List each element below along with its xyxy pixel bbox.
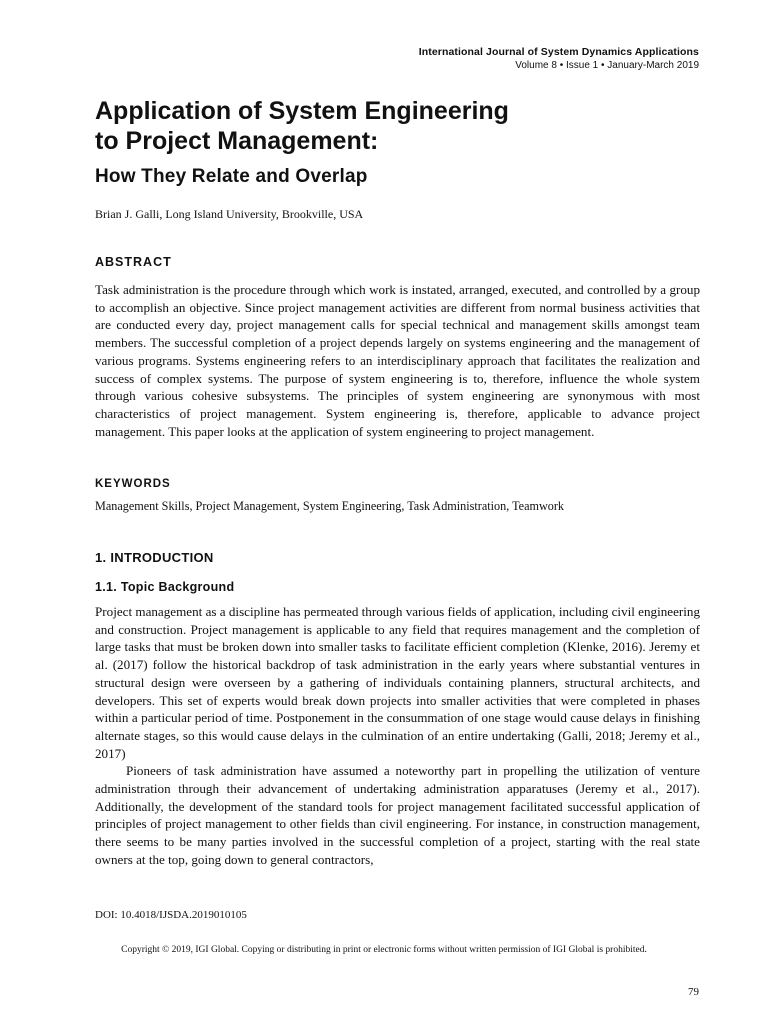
introduction-paragraph-1: Project management as a discipline has permeated through various fields of application, including civil engineering and construction. Project management is applicable to any field that requires management and the completion of large tasks that must be broken down into smaller tasks to facilitate efficient completion (Klenke, 2016). Jeremy et al. (2017) follow the historical backdrop of task administration in the early years where substantial ventures in structural design were overseen by a gathering of individuals containing planners, structural architects, and developers. This set of experts would break down projects into smaller activities that were completed in phases within a particular period of time. Postponement in the consummation of one stage would cause delays in finishing alternate stages, so this would cause delays in the culmination of an entire undertaking (Galli, 2018; Jeremy et al., 2017) — [95, 604, 700, 761]
introduction-paragraph-2: Pioneers of task administration have assumed a noteworthy part in propelling the utilization of venture administration through their advancement of undertaking administration apparatuses (Jeremy et al., 2017). Additionally, the development of the standard tools for project management facilitated successful application of principles of project management to other fields than civil engineering. For instance, in construction management, there seems to be many parties involved in the successful completion of a project, starting with the real state owners at the top, going down to general contractors, — [95, 763, 700, 867]
paper-title — [95, 96, 695, 156]
journal-name: International Journal of System Dynamics Applications — [418, 46, 699, 58]
abstract-heading: ABSTRACT — [95, 255, 172, 269]
page-number: 79 — [688, 986, 699, 998]
author-affiliation: Brian J. Galli, Long Island University, Brookville, USA — [95, 207, 364, 221]
doi-text: DOI: 10.4018/IJSDA.2019010105 — [95, 909, 247, 921]
journal-header — [419, 45, 699, 73]
paper-title-line-2: to Project Management: — [95, 127, 379, 155]
copyright-notice: Copyright © 2019, IGI Global. Copying or distributing in print or electronic forms without written permission of IGI Global is prohibited. — [121, 945, 647, 955]
paper-subtitle: How They Relate and Overlap — [95, 166, 368, 187]
keywords-text: Management Skills, Project Management, System Engineering, Task Administration, Teamwork — [95, 499, 565, 513]
abstract-text: Task administration is the procedure through which work is instated, arranged, executed, and controlled by a group to accomplish an objective. Since project management activities are different from normal business activities that are conducted every day, project management calls for special technical and management skills amongst team members. The successful completion of a project depends largely on systems engineering and the management of various programs. Systems engineering refers to an interdisciplinary approach that facilitates the realization and success of complex systems. The purpose of system engineering is to, therefore, influence the whole system through various cohesive subsystems. The principles of system engineering are synonymous with most characteristics of project management. System engineering is, therefore, applicable to advance project management. This paper looks at the application of system engineering to project management. — [95, 282, 700, 439]
introduction-heading: 1. INTRODUCTION — [95, 550, 214, 565]
paper-title-line-1: Application of System Engineering — [95, 97, 509, 125]
introduction-body — [95, 603, 700, 869]
keywords-heading: KEYWORDS — [95, 478, 171, 490]
journal-issue: Volume 8 • Issue 1 • January-March 2019 — [515, 60, 699, 71]
topic-background-heading: 1.1. Topic Background — [95, 580, 235, 594]
